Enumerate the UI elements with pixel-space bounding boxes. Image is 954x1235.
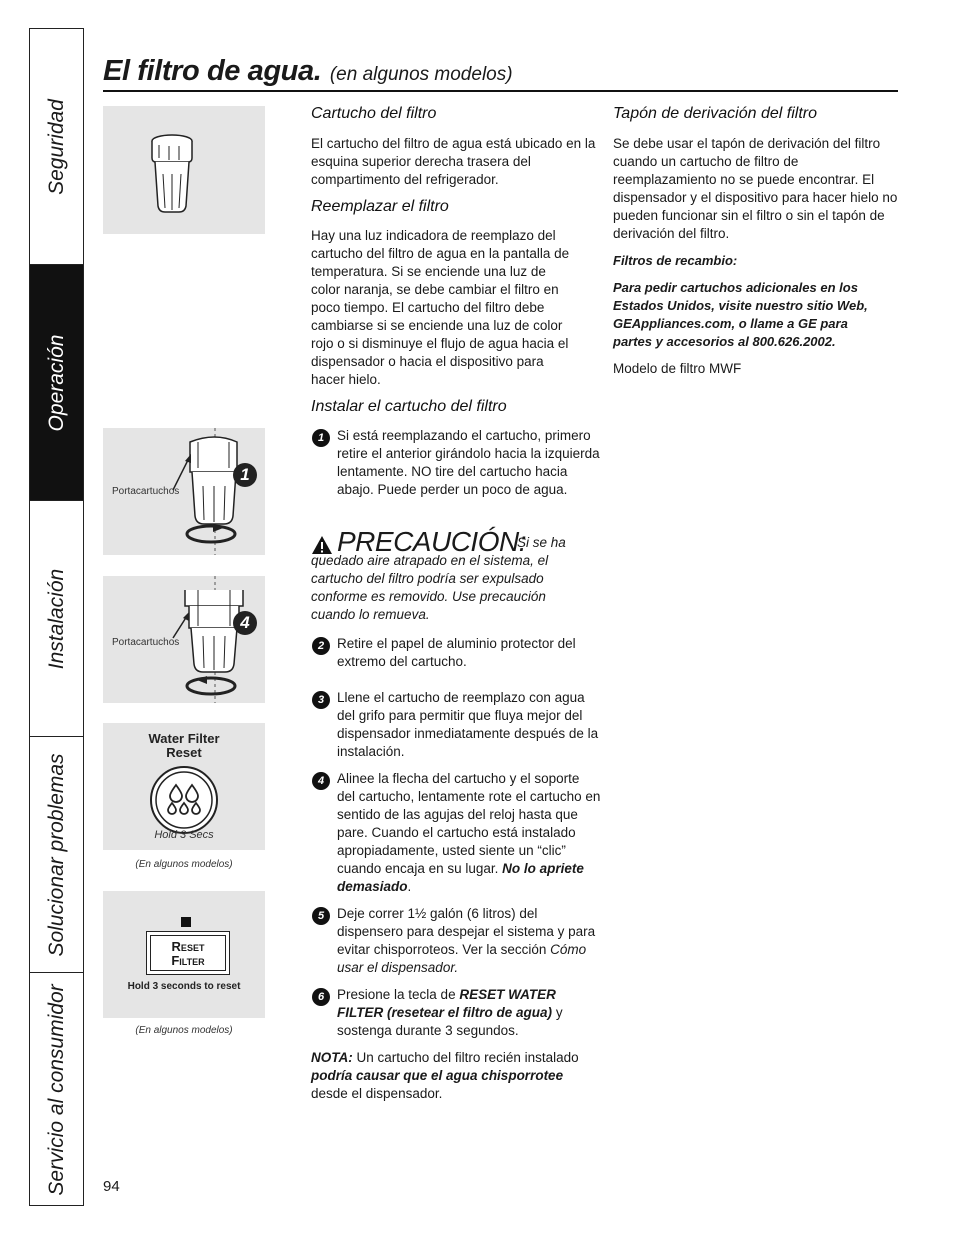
step-number-6: 6 <box>312 988 330 1006</box>
text-reemplazar: Hay una luz indicadora de reemplazo del cartucho del filtro de agua en la pantalla de temperatura. Si se enciende una luz de color naranja, se debe cambiar el filtro en poco tiempo. El cartucho del filtro debe cambiarse si se enciende una luz de color rojo o si disminuye el flujo de agua hacia el dispensador o hacia el dispositivo para hacer hielo. <box>311 228 570 387</box>
cartridge-holder-label: Portacartuchos <box>112 486 180 497</box>
hold-3-secs-label: Hold 3 Secs <box>154 829 214 841</box>
caution-title: PRECAUCIÓN: <box>337 526 526 557</box>
text-filtros-recambio: Para pedir cartuchos adicionales en los Estados Unidos, visite nuestro sitio Web, GEAppliances.com, o llame a GE para partes y accesorios al 800.626.2002. <box>613 280 868 349</box>
cartridge-holder-label: Portacartuchos <box>112 637 180 648</box>
tab-solucionar-problemas[interactable] <box>30 737 83 973</box>
tab-label: Operación <box>44 334 68 431</box>
heading-tapon: Tapón de derivación del filtro <box>613 105 817 122</box>
page-title: El filtro de agua. <box>103 55 322 87</box>
caution-text: Si se ha quedado aire atrapado en el sistema, el cartucho del filtro podría ser expulsado conforme es removido. Use precaución cuando lo remueva. <box>311 535 566 622</box>
water-filter-reset-image <box>103 723 265 850</box>
install-step-3: 3 Llene el cartucho de reemplazo con agua del grifo para permitir que fluya mejor del dispensador inmediatamente después de la instalación. <box>311 689 601 761</box>
heading-filtros-recambio: Filtros de recambio: <box>613 253 738 268</box>
install-step-1: 1 Si está reemplazando el cartucho, primero retire el anterior girándolo hacia la izquierda lentamente. NO tire del cartucho hacia abajo. Puede perder un poco de agua. <box>311 427 601 499</box>
page-number: 94 <box>103 1178 120 1195</box>
reset-filter-key: Reset Filter <box>146 931 230 975</box>
heading-cartucho: Cartucho del filtro <box>311 105 437 122</box>
tab-label: Servicio al consumidor <box>44 984 68 1196</box>
caution-block <box>311 526 601 648</box>
section-tab-rail <box>29 28 84 1206</box>
text-cartucho: El cartucho del filtro de agua está ubicado en la esquina superior derecha trasera del compartimento del refrigerador. <box>311 136 596 187</box>
tab-instalacion[interactable] <box>30 501 83 737</box>
step-number-1: 1 <box>312 429 330 447</box>
filter-cartridge-image <box>103 106 265 234</box>
step-number-4: 4 <box>312 772 330 790</box>
step-badge-1: 1 <box>240 465 250 484</box>
tab-label: Solucionar problemas <box>44 752 68 957</box>
step-badge-4: 4 <box>240 613 250 632</box>
install-cartridge-image <box>103 576 265 703</box>
install-step-6: 6 Presione la tecla de RESET WATER FILTER (resetear el filtro de agua) y sostenga durante 3 segundos. <box>311 986 601 1040</box>
reset-filter-key-image <box>103 891 265 1018</box>
remove-cartridge-image <box>103 428 265 555</box>
tab-seguridad[interactable] <box>30 29 83 265</box>
step-number-3: 3 <box>312 691 330 709</box>
install-step-2: 2 Retire el papel de aluminio protector del extremo del cartucho. <box>311 635 601 671</box>
install-step-4: 4 Alinee la flecha del cartucho y el soporte del cartucho, lentamente rote el cartucho en sentido de las agujas del reloj hasta que pare. Cuando el cartucho está instalado apropiadamente, usted siente un “clic” cuando encaja en su lugar. No lo apriete demasiado. <box>311 770 601 896</box>
tab-label: Seguridad <box>44 98 68 195</box>
indicator-light-icon <box>181 917 191 927</box>
cartridge-illustration <box>103 106 265 234</box>
text-tapon: Se debe usar el tapón de derivación del filtro cuando un cartucho de filtro de reemplazamiento no se puede encontrar. El dispensador y el dispositivo para hacer hielo no pueden funcionar sin el filtro o sin el tapón de derivación del filtro. <box>613 136 898 241</box>
caption-some-models: (En algunos modelos) <box>135 859 233 870</box>
caption-some-models: (En algunos modelos) <box>135 1025 233 1036</box>
tab-label: Instalación <box>44 568 68 669</box>
hold-3-seconds-label: Hold 3 seconds to reset <box>127 981 241 992</box>
heading-instalar: Instalar el cartucho del filtro <box>311 398 507 415</box>
tab-operacion[interactable] <box>30 265 83 501</box>
text-modelo-filtro: Modelo de filtro MWF <box>613 361 742 376</box>
step-number-5: 5 <box>312 907 330 925</box>
step-number-2: 2 <box>312 637 330 655</box>
page-subtitle: (en algunos modelos) <box>329 64 513 85</box>
heading-reemplazar: Reemplazar el filtro <box>311 198 449 215</box>
tab-servicio-consumidor[interactable] <box>30 973 83 1207</box>
page-header <box>103 50 898 92</box>
nota-text: NOTA: Un cartucho del filtro recién instalado podría causar que el agua chisporrotee desde el dispensador. <box>311 1050 579 1101</box>
install-step-5: 5 Deje correr 1½ galón (6 litros) del dispensero para despejar el sistema y para evitar chisporroteos. Ver la sección Cómo usar el dispensador. <box>311 905 601 977</box>
reset-title: Water Filter Reset <box>148 731 220 760</box>
